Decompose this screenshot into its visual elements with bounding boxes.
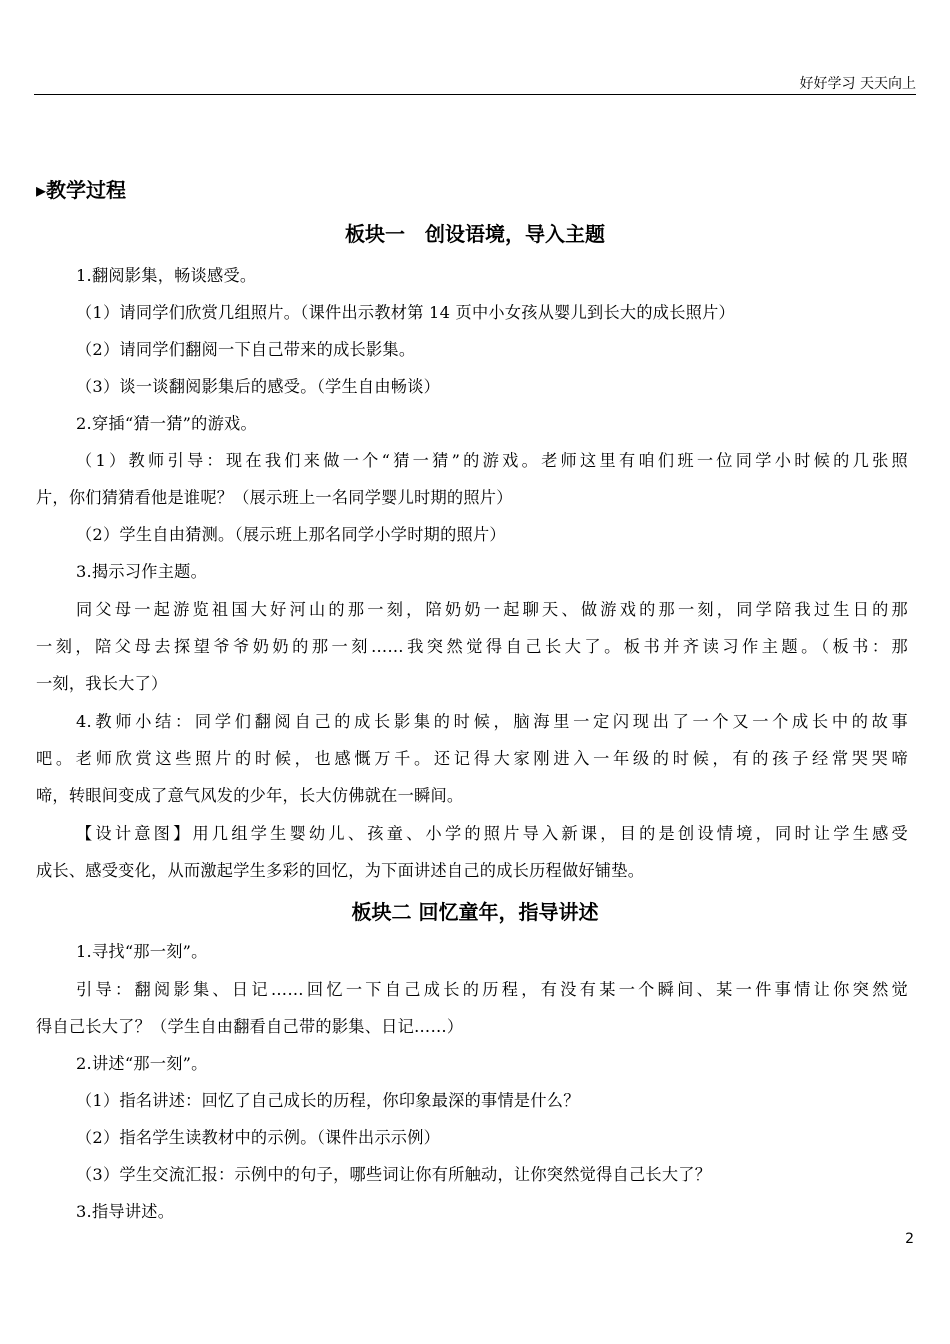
block1-item4-line3: 啼，转眼间变成了意气风发的少年，长大仿佛就在一瞬间。: [36, 786, 464, 805]
block1-item2-sub2: （2）学生自由猜测。（展示班上那名同学小学时期的照片）: [76, 525, 506, 544]
block1-item2-sub1-line2: 片，你们猜猜看他是谁呢？（展示班上一名同学婴儿时期的照片）: [36, 488, 513, 507]
block1-item2-sub1-line1: （1）教师引导：现在我们来做一个“猜一猜”的游戏。老师这里有咱们班一位同学小时候的几张照: [76, 451, 908, 470]
block1-item3-line1: 同父母一起游览祖国大好河山的那一刻，陪奶奶一起聊天、做游戏的那一刻，同学陪我过生日的那: [76, 600, 908, 619]
block1-item3: 3.揭示习作主题。: [76, 562, 208, 581]
block2-item2-sub1: （1）指名讲述：回忆了自己成长的历程，你印象最深的事情是什么？: [76, 1091, 580, 1110]
block1-item3-line3: 一刻，我长大了）: [36, 674, 168, 693]
block2-item2-sub2: （2）指名学生读教材中的示例。（课件出示示例）: [76, 1128, 441, 1147]
block2-item1-line2: 得自己长大了？（学生自由翻看自己带的影集、日记……）: [36, 1017, 464, 1036]
block2-item2: 2.讲述“那一刻”。: [76, 1054, 208, 1073]
design-intent-line2: 成长、感受变化，从而激起学生多彩的回忆，为下面讲述自己的成长历程做好铺垫。: [36, 861, 645, 880]
block2-item1: 1.寻找“那一刻”。: [76, 942, 208, 961]
block1-item3-line2: 一刻，陪父母去探望爷爷奶奶的那一刻……我突然觉得自己长大了。板书并齐读习作主题。（板书：那: [36, 637, 908, 656]
block1-item1: 1.翻阅影集，畅谈感受。: [76, 266, 257, 285]
block1-item1-sub2: （2）请同学们翻阅一下自己带来的成长影集。: [76, 340, 416, 359]
page-header-text: 好好学习 天天向上: [799, 76, 916, 92]
block1-title: 板块一 创设语境，导入主题: [345, 222, 605, 246]
block2-title: 板块二 回忆童年，指导讲述: [351, 900, 599, 924]
block1-item4-line2: 吧。老师欣赏这些照片的时候，也感慨万千。还记得大家刚进入一年级的时候，有的孩子经常哭哭啼: [36, 749, 908, 768]
block1-item2: 2.穿插“猜一猜”的游戏。: [76, 414, 257, 433]
page-number: 2: [905, 1231, 914, 1247]
block2-item2-sub3: （3）学生交流汇报：示例中的句子，哪些词让你有所触动，让你突然觉得自己长大了？: [76, 1165, 712, 1184]
design-intent-line1: 【设计意图】用几组学生婴幼儿、孩童、小学的照片导入新课，目的是创设情境，同时让学生感受: [76, 824, 908, 843]
block1-item1-sub1: （1）请同学们欣赏几组照片。（课件出示教材第 14 页中小女孩从婴儿到长大的成长照片）: [76, 303, 735, 322]
block2-item1-line1: 引导：翻阅影集、日记……回忆一下自己成长的历程，有没有某一个瞬间、某一件事情让你突然觉: [76, 980, 908, 999]
header-rule: [34, 94, 916, 95]
block1-item1-sub3: （3）谈一谈翻阅影集后的感受。（学生自由畅谈）: [76, 377, 441, 396]
block2-item3: 3.指导讲述。: [76, 1202, 175, 1221]
block1-item4-line1: 4.教师小结：同学们翻阅自己的成长影集的时候，脑海里一定闪现出了一个又一个成长中的故事: [76, 712, 908, 731]
section-title: ▸教学过程: [36, 178, 127, 202]
